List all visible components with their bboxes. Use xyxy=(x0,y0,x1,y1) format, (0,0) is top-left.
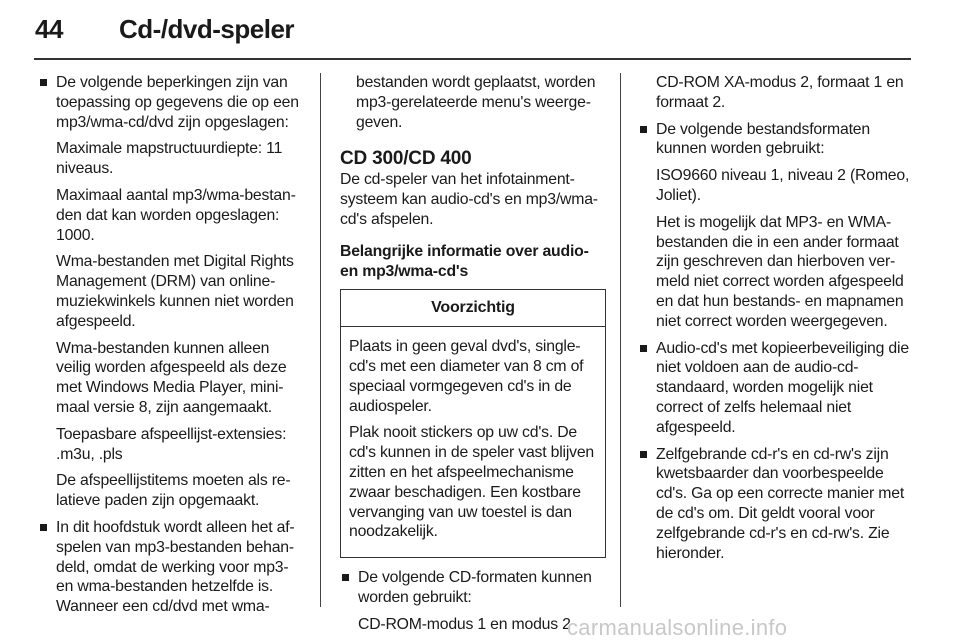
watermark: carmanualsonline.info xyxy=(567,615,788,640)
column-1 xyxy=(38,73,308,624)
warning-body xyxy=(341,327,605,557)
warning-box xyxy=(340,289,606,558)
header-rule xyxy=(34,58,911,60)
section-intro: De cd-speler van het infotainmentsysteem kan audio-cd's en mp3/wma-cd's afspelen. xyxy=(340,171,598,228)
paragraph: Het is mogelijk dat MP3- en WMA-bestanden die in een ander formaat zijn geschreven dan hierboven vermeld niet correct worden afgespeeld en dat hun bestands- en mapnamen niet correct worden weergegeven. xyxy=(656,213,904,330)
column-3 xyxy=(638,73,910,570)
warning-paragraph: Plak nooit stickers op uw cd's. De cd's kunnen in de speler vast blijven zitten en het afspeelmechanisme zwaar beschadigen. Een kostbare vervanging van uw toestel is dan noodzakelijk. xyxy=(349,424,595,541)
paragraph: Toepasbare afspeellijst-extensies: .m3u, .pls xyxy=(56,425,287,463)
paragraph: De afspeellijstitems moeten als relatieve paden zijn opgemaakt. xyxy=(56,472,291,510)
bullet-item: De volgende bestandsformaten kunnen worden gebruikt: xyxy=(638,120,910,160)
column-divider-left xyxy=(320,73,321,607)
bullet-item: Zelfgebrande cd-r's en cd-rw's zijn kwetsbaarder dan voorbespeelde cd's. Ga op een correcte manier met de cd's om. Dit geldt vooral voor zelfgebrande cd-r's en cd-rw's. Zie hieronder. xyxy=(638,445,910,564)
paragraph: Wma-bestanden met Digital Rights Management (DRM) van online-muziekwinkels kunnen niet worden afgespeeld. xyxy=(56,253,294,330)
warning-title: Voorzichtig xyxy=(341,290,605,327)
paragraph: ISO9660 niveau 1, niveau 2 (Romeo, Joliet). xyxy=(656,167,910,204)
column-2 xyxy=(340,73,604,642)
paragraph: CD-ROM-modus 1 en modus 2 xyxy=(358,615,571,633)
bullet-item: De volgende CD-formaten kunnen worden gebruikt: xyxy=(340,568,604,608)
paragraph: bestanden wordt geplaatst, worden mp3-gerelateerde menu's weergegeven. xyxy=(356,74,596,131)
page-number: 44 xyxy=(35,14,63,44)
paragraph: Wma-bestanden kunnen alleen veilig worden afgespeeld als deze met Windows Media Player, minimaal versie 8, zijn aangemaakt. xyxy=(56,339,287,416)
paragraph: CD-ROM XA-modus 2, formaat 1 en formaat 2. xyxy=(656,74,904,111)
paragraph: Maximale mapstructuurdiepte: 11 niveaus. xyxy=(56,140,283,178)
column-divider-right xyxy=(620,73,621,607)
warning-paragraph: Plaats in geen geval dvd's, single-cd's met een diameter van 8 cm of speciaal vormgegeven cd's in de audiospeler. xyxy=(349,338,584,415)
paragraph: Maximaal aantal mp3/wma-bestanden dat kan worden opgeslagen: 1000. xyxy=(56,186,296,244)
bullet-item: Audio-cd's met kopieerbeveiliging die niet voldoen aan de audio-cd-standaard, worden mogelijk niet correct of zelfs helemaal niet afgespeeld. xyxy=(638,339,910,438)
subheading: Belangrijke informatie over audio- en mp3/wma-cd's xyxy=(340,242,589,280)
bullet-item: De volgende beperkingen zijn van toepassing op gegevens die op een mp3/wma-cd/dvd zijn opgeslagen: xyxy=(38,73,308,132)
bullet-item: In dit hoofdstuk wordt alleen het afspelen van mp3-bestanden behandeld, omdat de werking voor mp3- en wma-bestanden hetzelfde is. Wanneer een cd/dvd met wma- xyxy=(38,518,308,617)
section-heading: CD 300/CD 400 xyxy=(340,148,472,170)
page-title: Cd-/dvd-speler xyxy=(119,14,295,44)
